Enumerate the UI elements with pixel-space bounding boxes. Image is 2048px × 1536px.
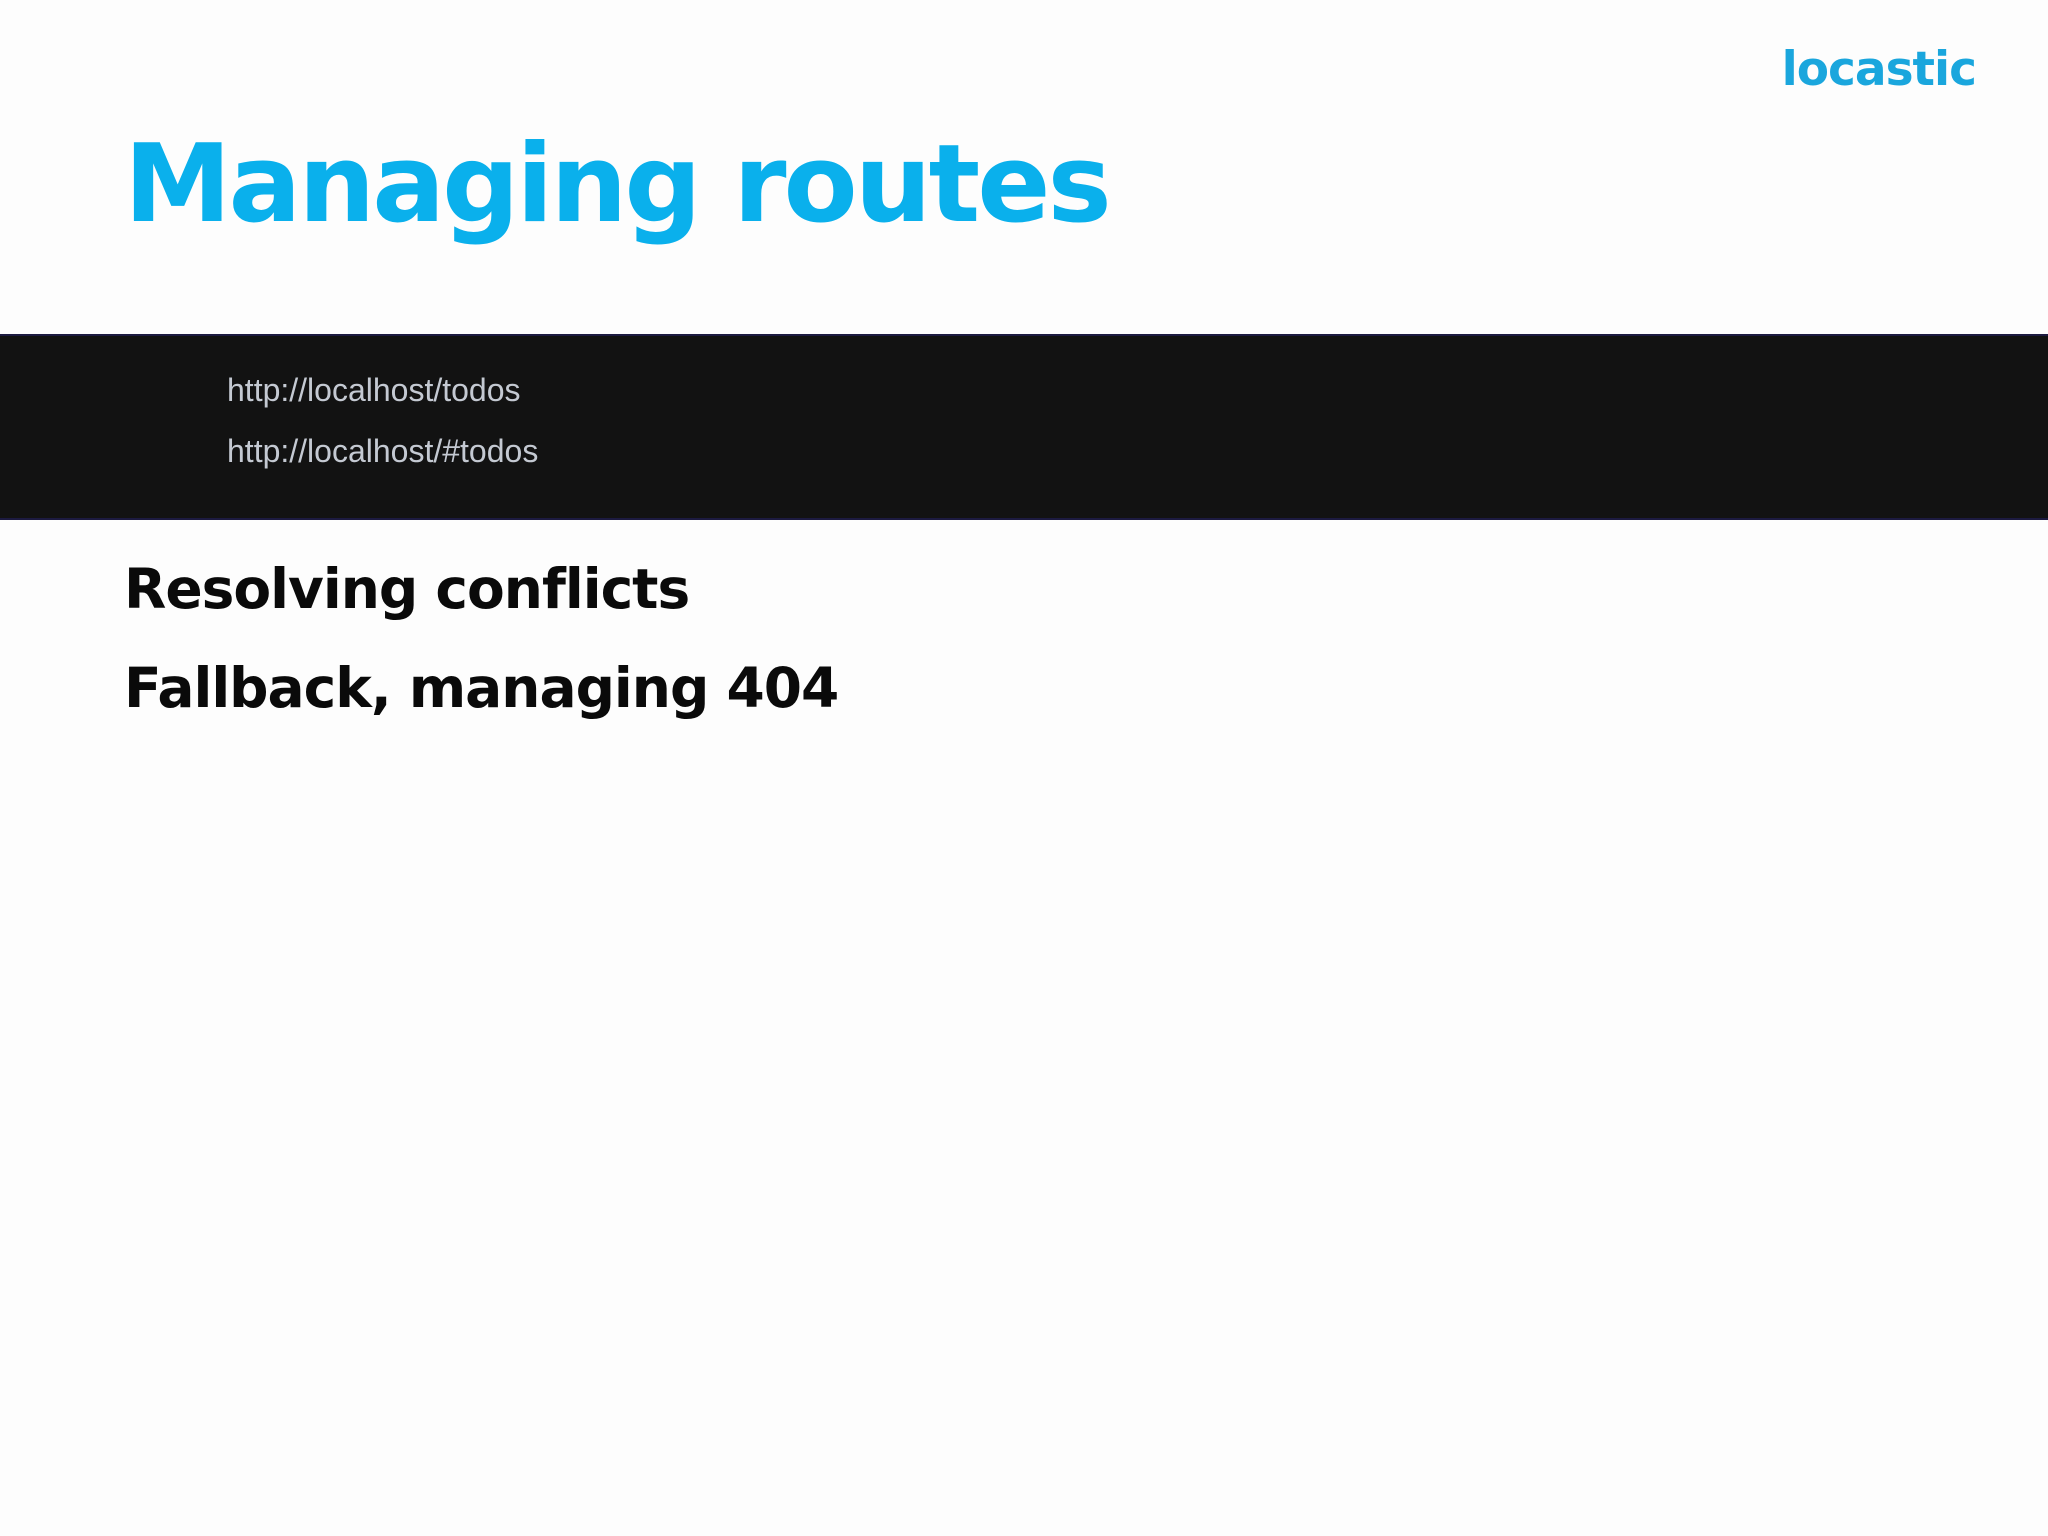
bullet-list bbox=[124, 557, 839, 760]
slide-title: Managing routes bbox=[124, 122, 1109, 247]
code-band bbox=[0, 334, 2048, 520]
code-line-url-path: http://localhost/todos bbox=[227, 372, 521, 408]
code-line-url-hash: http://localhost/#todos bbox=[227, 433, 539, 469]
company-logo: locastic bbox=[1781, 42, 1976, 97]
bullet-item-fallback: Fallback, managing 404 bbox=[124, 656, 839, 720]
bullet-item-resolving-conflicts: Resolving conflicts bbox=[124, 557, 690, 621]
